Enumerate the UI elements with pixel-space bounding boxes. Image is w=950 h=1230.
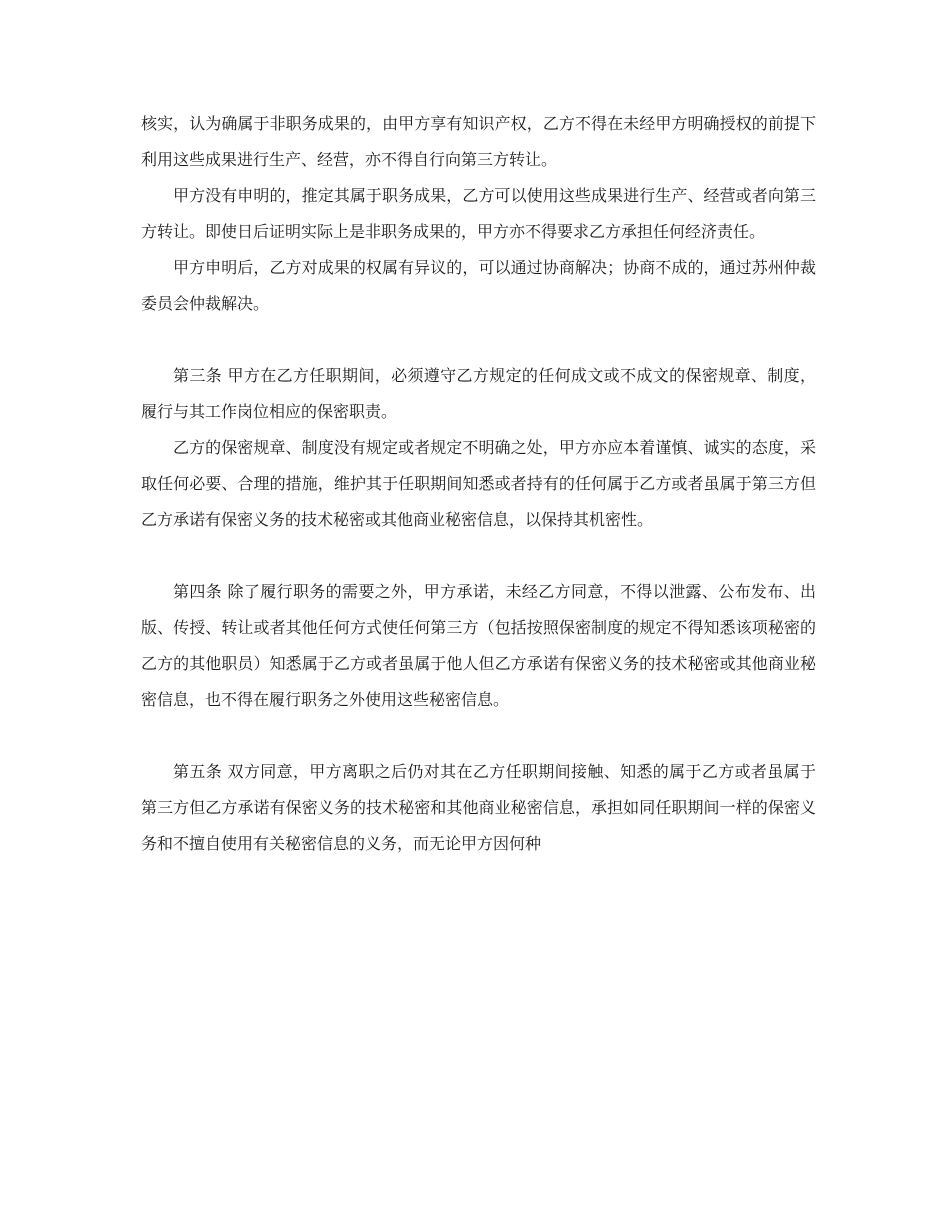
section-spacer <box>141 538 816 574</box>
article-5: 第五条 双方同意，甲方离职之后仍对其在乙方任职期间接触、知悉的属于乙方或者虽属于第三方但乙方承诺有保密义务的技术秘密和其他商业秘密信息，承担如同任职期间一样的保密义务和不擅自使用有关秘密信息的义务，而无论甲方因何种 <box>141 762 816 853</box>
article-3-detail: 乙方的保密规章、制度没有规定或者规定不明确之处，甲方亦应本着谨慎、诚实的态度，采取任何必要、合理的措施，维护其于任职期间知悉或者持有的任何属于乙方或者虽属于第三方但乙方承诺有保密义务的技术秘密或其他商业秘密信息，以保持其机密性。 <box>141 438 816 529</box>
paragraph-undeclared-results: 甲方没有申明的，推定其属于职务成果，乙方可以使用这些成果进行生产、经营或者向第三方转让。即使日后证明实际上是非职务成果的，甲方亦不得要求乙方承担任何经济责任。 <box>141 186 816 241</box>
document-body <box>141 106 816 862</box>
article-3: 第三条 甲方在乙方任职期间，必须遵守乙方规定的任何成文或不成文的保密规章、制度，履行与其工作岗位相应的保密职责。 <box>141 366 816 421</box>
paragraph-dispute-resolution: 甲方申明后，乙方对成果的权属有异议的，可以通过协商解决；协商不成的，通过苏州仲裁委员会仲裁解决。 <box>141 258 816 313</box>
section-spacer <box>141 718 816 754</box>
paragraph-continuation: 核实，认为确属于非职务成果的，由甲方享有知识产权，乙方不得在未经甲方明确授权的前提下利用这些成果进行生产、经营，亦不得自行向第三方转让。 <box>141 114 816 169</box>
section-spacer <box>141 322 816 358</box>
article-4: 第四条 除了履行职务的需要之外，甲方承诺，未经乙方同意，不得以泄露、公布发布、出版、传授、转让或者其他任何方式使任何第三方（包括按照保密制度的规定不得知悉该项秘密的乙方的其他职员）知悉属于乙方或者虽属于他人但乙方承诺有保密义务的技术秘密或其他商业秘密信息，也不得在履行职务之外使用这些秘密信息。 <box>141 582 816 709</box>
